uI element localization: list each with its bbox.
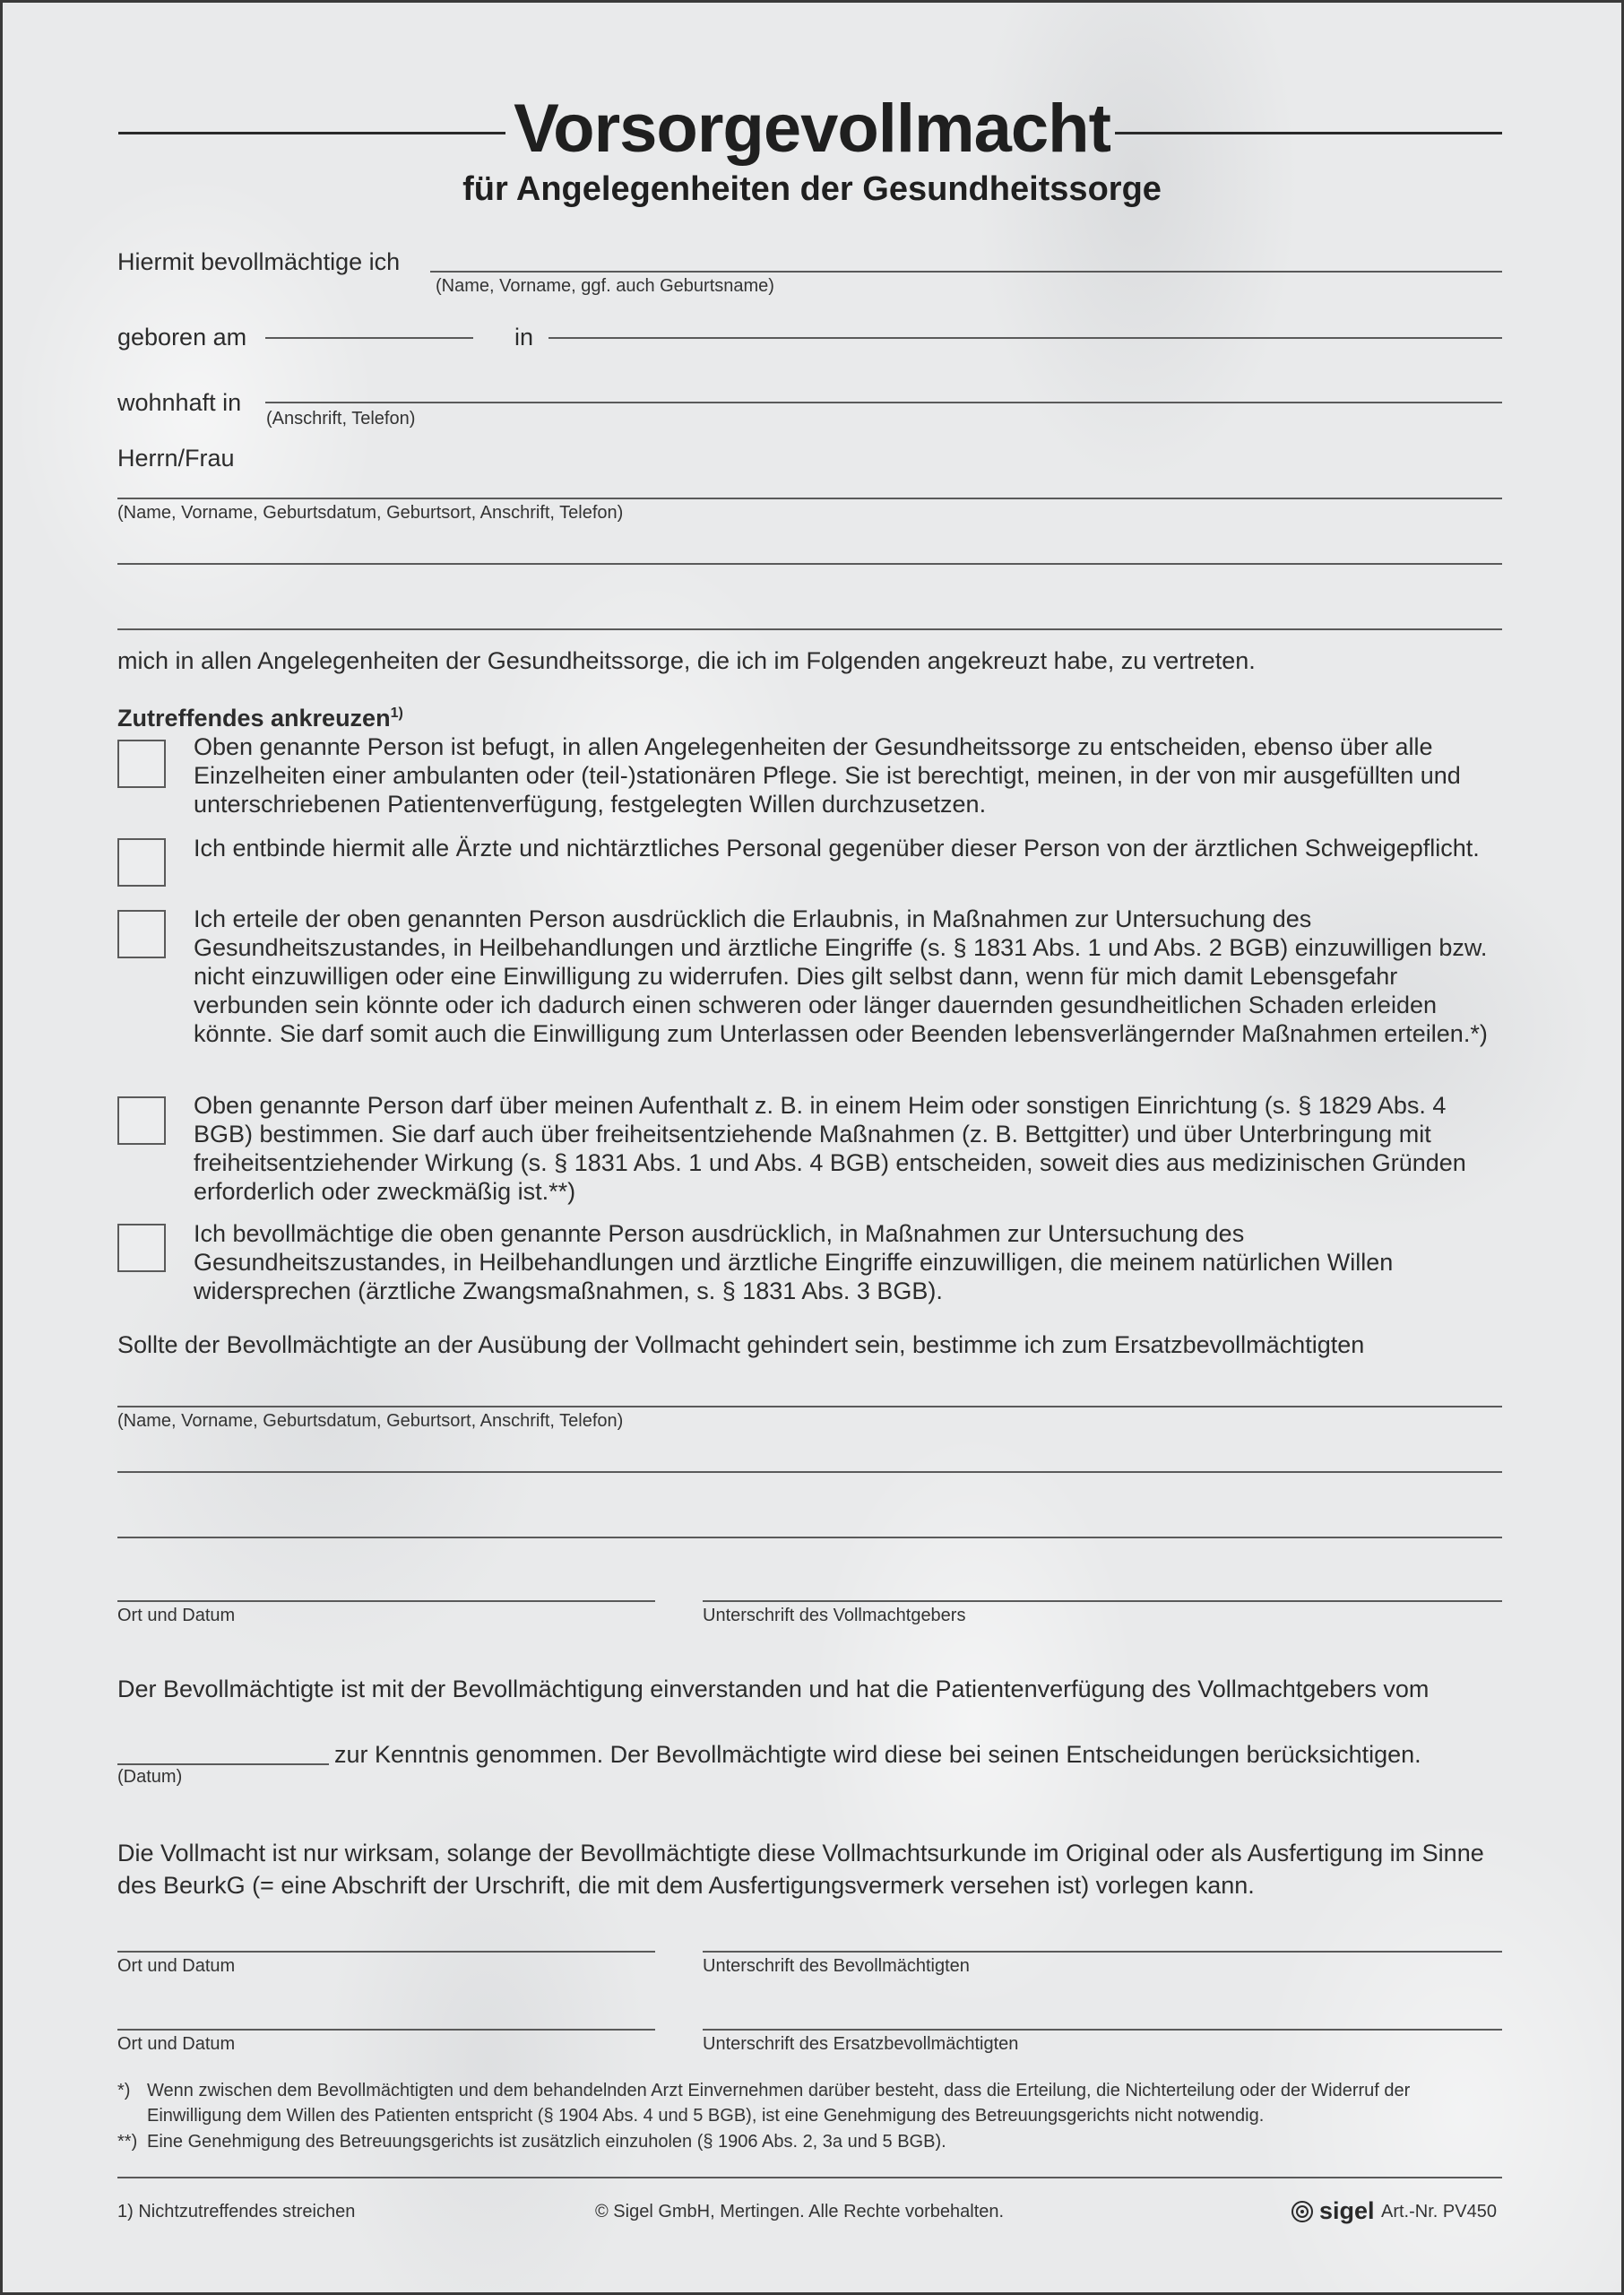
agent-label: Herrn/Frau: [117, 445, 235, 472]
option-5-checkbox[interactable]: [117, 1224, 166, 1272]
option-5-text: Ich bevollmächtige die oben genannte Person ausdrücklich, in Maßnahmen zur Untersuchung des Gesundheitszustandes, in Heilbehandlungen und ärztliche Eingriffe einzuwilligen, die meinem natürlichen Willen widersprechen (ärztliche Zwangsmaßnahmen, s. § 1831 Abs. 3 BGB).: [194, 1220, 1394, 1304]
substitute-signature-line[interactable]: [703, 2029, 1502, 2031]
footer-rule: [117, 2177, 1502, 2178]
footnote-1-text: Wenn zwischen dem Bevollmächtigten und dem behandelnden Arzt Einvernehmen darüber besteht, dass die Erteilung, die Nichterteilung oder der Widerruf der Einwilligung dem Willen des Patienten entspricht (§ 1904 Abs. 4 und 5 BGB), ist eine Genehmigung des Betreuungsgerichts nicht notwendig.: [147, 2081, 1411, 2126]
options-heading-text: Zutreffendes ankreuzen: [117, 705, 391, 732]
option-2-checkbox[interactable]: [117, 838, 166, 887]
agent-place-date-line[interactable]: [117, 1951, 655, 1953]
agent-line-3[interactable]: [117, 628, 1502, 630]
option-4-text: Oben genannte Person darf über meinen Aufenthalt z. B. in einem Heim oder sonstigen Einrichtung (s. § 1829 Abs. 4 BGB) bestimmen. Sie darf auch über freiheitsentziehende Maßnahmen (z. B. Bettgitter) und über Unterbringung mit freiheitsentziehender Wirkung (s. § 1831 Abs. 1 und Abs. 4 BGB) entscheiden, soweit dies aus medizinischen Gründen erforderlich oder zweckmäßig ist.**): [194, 1092, 1466, 1205]
substitute-place-date-line[interactable]: [117, 2029, 655, 2031]
birthplace-label: in: [514, 324, 534, 351]
resident-label: wohnhaft in: [117, 389, 242, 416]
scope-text: mich in allen Angelegenheiten der Gesundheitssorge, die ich im Folgenden angekreuzt habe, zu vertreten.: [117, 647, 1256, 674]
consent-line-1: Der Bevollmächtigte ist mit der Bevollmächtigung einverstanden und hat die Patientenverfügung des Vollmachtgebers vom: [117, 1676, 1430, 1702]
footer-article-number: Art.-Nr. PV450: [1381, 2202, 1497, 2221]
sigel-logo-icon: [1291, 2200, 1314, 2223]
principal-place-date-label: Ort und Datum: [117, 1606, 236, 1625]
footnote-1-mark: *): [117, 2081, 131, 2100]
address-hint: (Anschrift, Telefon): [266, 409, 416, 429]
agent-signature-label: Unterschrift des Bevollmächtigten: [703, 1956, 970, 1976]
principal-signature-label: Unterschrift des Vollmachtgebers: [703, 1606, 966, 1625]
substitute-line-3[interactable]: [117, 1537, 1502, 1538]
intro-label: Hiermit bevollmächtige ich: [117, 248, 401, 275]
substitute-hint: (Name, Vorname, Geburtsdatum, Geburtsort, Anschrift, Telefon): [117, 1411, 624, 1431]
principal-name-line[interactable]: [430, 271, 1502, 273]
option-2-text: Ich entbinde hiermit alle Ärzte und nichtärztliches Personal gegenüber dieser Person von der ärztlichen Schweigepflicht.: [194, 835, 1480, 862]
principal-place-date-line[interactable]: [117, 1600, 655, 1602]
address-line[interactable]: [265, 402, 1502, 403]
consent-line-2: zur Kenntnis genommen. Der Bevollmächtigte wird diese bei seinen Entscheidungen berücksichtigen.: [334, 1741, 1421, 1768]
validity-text: Die Vollmacht ist nur wirksam, solange der Bevollmächtigte diese Vollmachtsurkunde im Original oder als Ausfertigung im Sinne des BeurkG (= eine Abschrift der Urschrift, die mit dem Ausfertigungsvermerk versehen ist) vorlegen kann.: [117, 1840, 1484, 1899]
consent-date-line[interactable]: [117, 1763, 329, 1765]
agent-hint: (Name, Vorname, Geburtsdatum, Geburtsort, Anschrift, Telefon): [117, 503, 624, 523]
consent-date-hint: (Datum): [117, 1767, 183, 1787]
born-label: geboren am: [117, 324, 247, 351]
document-subtitle: für Angelegenheiten der Gesundheitssorge: [462, 170, 1162, 208]
option-1-checkbox[interactable]: [117, 740, 166, 788]
birthplace-line[interactable]: [549, 337, 1502, 339]
agent-line-1[interactable]: [117, 498, 1502, 499]
agent-signature-line[interactable]: [703, 1951, 1502, 1953]
option-1-text: Oben genannte Person ist befugt, in allen Angelegenheiten der Gesundheitssorge zu entscheiden, ebenso über alle Einzelheiten einer ambulanten oder (teil-)stationären Pflege. Sie ist berechtigt, meinen, in der von mir ausgefüllten und unterschriebenen Patientenverfügung, festgelegten Willen durchzusetzen.: [194, 733, 1461, 818]
principal-name-hint: (Name, Vorname, ggf. auch Geburtsname): [436, 276, 774, 296]
substitute-signature-label: Unterschrift des Ersatzbevollmächtigten: [703, 2034, 1019, 2054]
birth-date-line[interactable]: [265, 337, 473, 339]
footer-copyright: © Sigel GmbH, Mertingen. Alle Rechte vorbehalten.: [595, 2202, 1005, 2221]
options-heading-sup: 1): [390, 706, 403, 721]
substitute-text: Sollte der Bevollmächtigte an der Ausübung der Vollmacht gehindert sein, bestimme ich zum Ersatzbevollmächtigten: [117, 1331, 1365, 1358]
footnote-2-mark: **): [117, 2132, 138, 2152]
options-heading: [117, 705, 403, 732]
footnote-2-text: Eine Genehmigung des Betreuungsgerichts ist zusätzlich einzuholen (§ 1906 Abs. 2, 3a und 5 BGB).: [147, 2132, 946, 2152]
substitute-line-1[interactable]: [117, 1406, 1502, 1407]
substitute-line-2[interactable]: [117, 1471, 1502, 1473]
option-3-checkbox[interactable]: [117, 910, 166, 958]
substitute-place-date-label: Ort und Datum: [117, 2034, 236, 2054]
agent-line-2[interactable]: [117, 563, 1502, 565]
footer-brand: sigel: [1319, 2197, 1375, 2224]
option-3-text: Ich erteile der oben genannten Person ausdrücklich die Erlaubnis, in Maßnahmen zur Untersuchung des Gesundheitszustandes, in Heilbehandlungen und ärztliche Eingriffe (s. § 1831 Abs. 1 und Abs. 2 BGB) einzuwilligen bzw. nicht einzuwilligen oder eine Einwilligung zu widerrufen. Dies gilt selbst dann, wenn für mich damit Lebensgefahr verbunden sein könnte oder ich dadurch einen schweren oder länger dauernden gesundheitlichen Schaden erleiden könnte. Sie darf somit auch die Einwilligung zum Unterlassen oder Beenden lebensverlängernder Maßnahmen erteilen.*): [194, 905, 1488, 1047]
footer-note: 1) Nichtzutreffendes streichen: [117, 2202, 356, 2221]
agent-place-date-label: Ort und Datum: [117, 1956, 236, 1976]
document-title: Vorsorgevollmacht: [514, 91, 1110, 167]
principal-signature-line[interactable]: [703, 1600, 1502, 1602]
option-4-checkbox[interactable]: [117, 1096, 166, 1145]
